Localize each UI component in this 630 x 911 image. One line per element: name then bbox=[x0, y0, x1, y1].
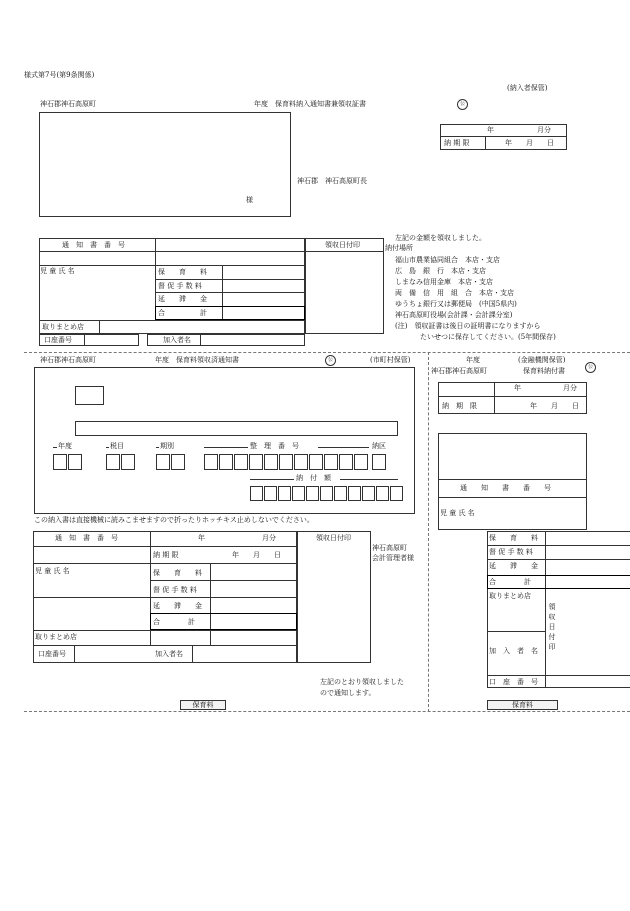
s1-deadline-date: 年 月 日 bbox=[505, 139, 554, 147]
digit-box bbox=[121, 454, 135, 470]
digit-box bbox=[348, 486, 361, 501]
digit-box bbox=[320, 486, 333, 501]
s2-addressee-1: 神石高原町 bbox=[372, 544, 407, 552]
s3-title: 保育料納付書 bbox=[523, 367, 565, 375]
s3-hoiku-fee: 保 育 料 bbox=[489, 534, 538, 542]
digit-box bbox=[171, 454, 185, 470]
digit-box bbox=[249, 454, 263, 470]
digit-box bbox=[278, 486, 291, 501]
s3-total: 合 計 bbox=[489, 578, 531, 586]
s2-period-year: 年 bbox=[198, 534, 205, 542]
s1-deadline-label: 納 期 限 bbox=[444, 139, 470, 147]
s1-subscriber: 加入者名 bbox=[163, 336, 191, 344]
s3-deadline-label: 納 期 限 bbox=[442, 402, 477, 410]
pay-place-item: ゆうちょ銀行又は郵便局 (中国5県内) bbox=[395, 300, 517, 308]
digit-box bbox=[362, 486, 375, 501]
pay-place-item: 神石高原町役場(会計課・会計課分室) bbox=[395, 311, 513, 319]
s2-account-no: 口座番号 bbox=[38, 650, 66, 658]
s1-note-2: たいせつに保存してください。(5年間保存) bbox=[420, 333, 556, 341]
s2-collector: 取りまとめ店 bbox=[35, 633, 77, 641]
s2-receipt-stamp: 領収日付印 bbox=[316, 534, 351, 542]
s2-field-nofu: 納 付 額 bbox=[296, 474, 331, 482]
s2-field-nouku: 納区 bbox=[372, 442, 386, 450]
s2-warning: この納入書は直接機械に読みこませますので折ったりホッチキス止めしないでください。 bbox=[34, 516, 314, 524]
s2-long-box bbox=[75, 421, 398, 436]
s2-period-month: 月分 bbox=[262, 534, 276, 542]
s1-sama: 様 bbox=[246, 196, 253, 204]
digit-box bbox=[53, 454, 67, 470]
form-number: 様式第7号(第9条関係) bbox=[24, 71, 95, 79]
digit-box bbox=[309, 454, 323, 470]
s2-entai-fee: 延 滞 金 bbox=[153, 602, 202, 610]
s2-hoiku-fee: 保 育 料 bbox=[153, 569, 202, 577]
bottom-perforation bbox=[24, 711, 630, 712]
digit-box bbox=[204, 454, 218, 470]
s1-seal-icon: 公 bbox=[457, 99, 468, 110]
s3-seal-icon: 公 bbox=[585, 362, 596, 373]
s3-nendo: 年度 bbox=[466, 356, 480, 364]
s3-account-no: 口 座 番 号 bbox=[489, 678, 538, 686]
s2-receipt-stamp-box bbox=[297, 531, 371, 663]
s3-entai-fee: 延 滞 金 bbox=[489, 562, 538, 570]
s2-title: 年度 保育料領収済通知書 bbox=[155, 356, 239, 364]
s1-pay-place-title: 納付場所 bbox=[385, 244, 413, 252]
copy-type-payer: (納入者保管) bbox=[507, 84, 548, 92]
s2-deadline-label: 納 期 限 bbox=[153, 551, 179, 559]
pay-place-item: 広 島 銀 行 本店・支店 bbox=[395, 267, 486, 275]
s2-subscriber: 加入者名 bbox=[155, 650, 183, 658]
s1-hoiku-fee: 保 育 料 bbox=[158, 268, 207, 276]
s2-town: 神石郡神石高原町 bbox=[40, 356, 96, 364]
s1-period-year: 年 bbox=[487, 126, 494, 134]
s3-deadline-date: 年 月 日 bbox=[530, 402, 579, 410]
digit-box bbox=[264, 454, 278, 470]
s3-tab-label: 保育料 bbox=[487, 700, 558, 710]
s1-receipt-stamp: 領収日付印 bbox=[325, 241, 360, 249]
s1-entai-fee: 延 滞 金 bbox=[158, 295, 207, 303]
s2-addressee-2: 会計管理者様 bbox=[372, 554, 414, 562]
s1-title: 年度 保育料納入通知書兼領収証書 bbox=[254, 100, 366, 108]
digit-box bbox=[306, 486, 319, 501]
s2-notice-no-label: 通 知 書 番 号 bbox=[55, 534, 118, 542]
s3-period-month: 月分 bbox=[563, 384, 577, 392]
s3-subscriber: 加 入 者 名 bbox=[489, 647, 538, 655]
s1-collector: 取りまとめ店 bbox=[42, 323, 84, 331]
s3-collector: 取りまとめ店 bbox=[489, 592, 531, 600]
s2-child-name: 児 童 氏 名 bbox=[35, 567, 70, 575]
s1-total: 合 計 bbox=[158, 309, 207, 317]
s2-footer-msg-2: ので通知します。 bbox=[320, 689, 376, 697]
s2-field-nendo: 年度 bbox=[58, 442, 72, 450]
s2-tokusoku-fee: 督 促 手 数 料 bbox=[153, 586, 197, 594]
digit-box bbox=[264, 486, 277, 501]
s2-footer-msg-1: 左記のとおり領収しました bbox=[320, 678, 404, 686]
s1-note-1: (注) 領収証書は後日の証明書になりますから bbox=[395, 322, 541, 330]
s3-child-name: 児 童 氏 名 bbox=[440, 509, 475, 517]
digit-box bbox=[250, 486, 263, 501]
s1-period-month: 月分 bbox=[537, 126, 551, 134]
digit-box bbox=[156, 454, 170, 470]
digit-box bbox=[219, 454, 233, 470]
s2-small-box bbox=[75, 386, 104, 405]
s1-notice-no-label: 通 知 書 番 号 bbox=[62, 241, 125, 249]
digit-box bbox=[390, 486, 403, 501]
perforation-line bbox=[24, 352, 630, 353]
digit-box bbox=[294, 454, 308, 470]
digit-box bbox=[372, 454, 386, 470]
digit-box bbox=[354, 454, 368, 470]
s1-tokusoku-fee: 督 促 手 数 料 bbox=[158, 282, 202, 290]
digit-box bbox=[376, 486, 389, 501]
pay-place-item: 福山市農業協同組合 本店・支店 bbox=[395, 256, 500, 264]
s3-tokusoku-fee: 督 促 手 数 料 bbox=[489, 548, 533, 556]
s1-received-msg: 左記の金額を領収しました。 bbox=[395, 234, 486, 242]
s2-tab-label: 保育料 bbox=[180, 700, 226, 710]
s3-copy-type: (金融機関保管) bbox=[518, 356, 566, 364]
s1-receipt-stamp-box bbox=[305, 238, 384, 334]
s1-address-box bbox=[39, 112, 291, 217]
s3-period-year: 年 bbox=[514, 384, 521, 392]
s1-mayor: 神石郡 神石高原町長 bbox=[297, 177, 367, 185]
digit-box bbox=[68, 454, 82, 470]
s1-account-no: 口座番号 bbox=[44, 336, 72, 344]
s2-deadline-date: 年 月 日 bbox=[232, 551, 281, 559]
s3-town: 神石郡神石高原町 bbox=[431, 367, 487, 375]
s3-notice-no-label: 通 知 書 番 号 bbox=[460, 484, 551, 492]
s1-town: 神石郡神石高原町 bbox=[40, 100, 96, 108]
digit-box bbox=[106, 454, 120, 470]
digit-box bbox=[324, 454, 338, 470]
digit-box bbox=[234, 454, 248, 470]
s2-field-zeimoku: 税目 bbox=[110, 442, 124, 450]
digit-box bbox=[292, 486, 305, 501]
perforation-line bbox=[428, 352, 429, 712]
s2-seal-icon: 公 bbox=[325, 355, 336, 366]
s3-receipt-stamp-vertical: 領収日付印 bbox=[548, 603, 556, 653]
digit-box bbox=[334, 486, 347, 501]
s2-copy-type: (市町村保管) bbox=[370, 356, 411, 364]
s2-field-seiri: 整 理 番 号 bbox=[250, 442, 299, 450]
pay-place-item: しまなみ信用金庫 本店・支店 bbox=[395, 278, 493, 286]
digit-box bbox=[339, 454, 353, 470]
s2-field-kibetsu: 期別 bbox=[160, 442, 174, 450]
digit-box bbox=[279, 454, 293, 470]
s2-total: 合 計 bbox=[153, 618, 195, 626]
pay-place-item: 両 備 信 用 組 合 本店・支店 bbox=[395, 289, 514, 297]
s1-child-name: 児 童 氏 名 bbox=[40, 267, 75, 275]
